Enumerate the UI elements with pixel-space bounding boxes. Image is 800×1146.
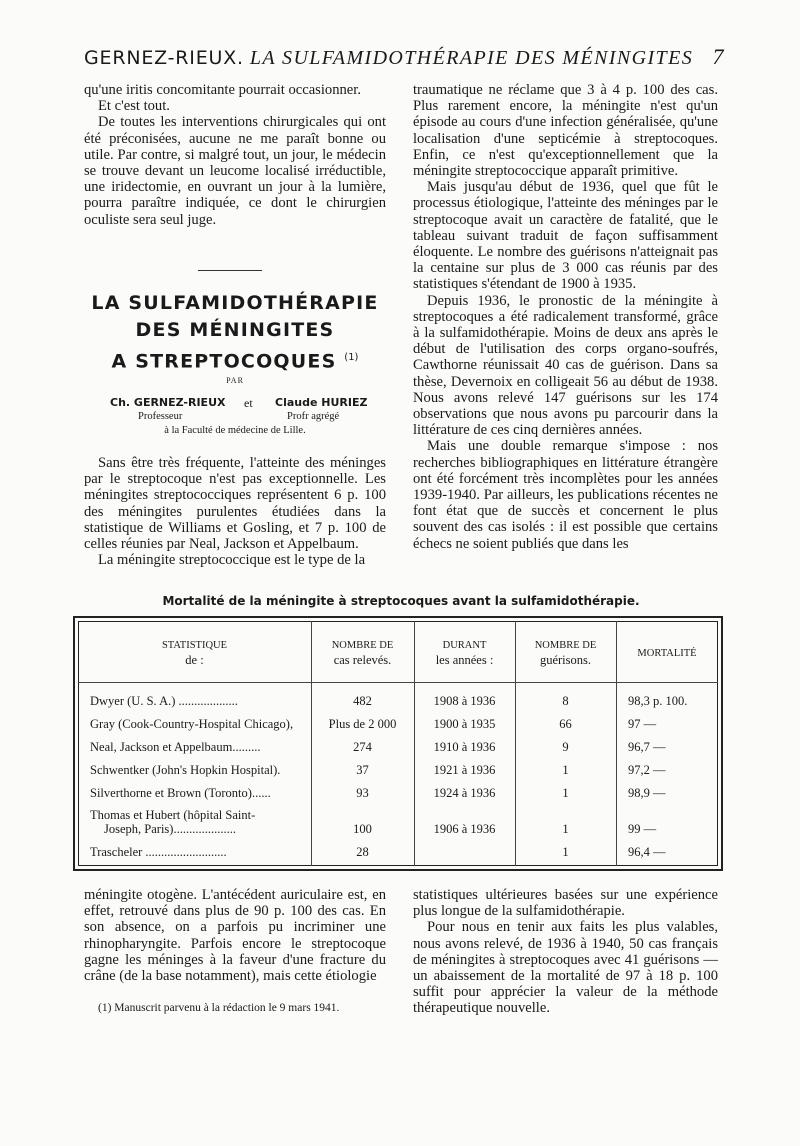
- title-line-3: A STREPTOCOQUES: [111, 350, 337, 373]
- author-role: Professeur: [138, 411, 183, 422]
- article-body-left: [84, 455, 386, 568]
- article-body-right: [413, 82, 718, 552]
- table-cell-years: 1924 à 1936: [433, 786, 496, 800]
- header-line: MORTALITÉ: [637, 648, 697, 659]
- table-cell-cured: 8: [562, 694, 569, 708]
- paragraph: traumatique ne réclame que 3 à 4 p. 100 des cas. Plus rarement encore, la méningite n'est qu'un épisode au cours d'une infection généralisée, qu'une localisation d'une septicémie à streptocoques. Enfin, ce n'est qu'exceptionnellement que la méningite streptococcique apparaît primitive.: [413, 82, 718, 180]
- author-name: Ch. GERNEZ-RIEUX: [110, 396, 226, 409]
- paragraph: Et c'est tout.: [98, 98, 170, 115]
- footnote: (1) Manuscrit parvenu à la rédaction le 9 mars 1941.: [98, 1002, 340, 1014]
- table-cell-years: 1921 à 1936: [433, 763, 496, 777]
- table-cell-cured: 1: [562, 845, 569, 859]
- header-line: guérisons.: [539, 653, 592, 667]
- article-title: [84, 290, 386, 375]
- paragraph: méningite otogène. L'antécédent auriculaire est, en effet, retrouvé dans plus de 90 p. 100 des cas. En son absence, on a parfois pu incriminer une rhinopharyngite. Parfois encore le streptocoque gagne les méninges à la faveur d'une fracture du crâne (de la base notamment), mais cette étiologie: [84, 887, 386, 985]
- title-line: LA SULFAMIDOTHÉRAPIE: [91, 292, 379, 314]
- author-name: Claude HURIEZ: [275, 396, 368, 409]
- table-cell-source: Silverthorne et Brown (Toronto)......: [90, 786, 271, 800]
- author-role: Profr agrégé: [287, 411, 340, 422]
- page-number: 7: [712, 44, 724, 69]
- footnote-marker: (1): [344, 352, 359, 363]
- table-cell-source: Neal, Jackson et Appelbaum.........: [90, 740, 261, 754]
- table-caption: Mortalité de la méningite à streptocoques avant la sulfamidothérapie.: [162, 594, 640, 608]
- table-cell-years: 1900 à 1935: [433, 717, 496, 731]
- table-cell-mortality: 97,2 —: [628, 763, 666, 777]
- paragraph: statistiques ultérieures basées sur une expérience plus longue de la sulfamidothérapie.: [413, 887, 718, 920]
- paragraph: Depuis 1936, le pronostic de la méningite à streptocoques a été radicalement transformé, grâce à la sulfamidothérapie. Moins de deux ans après le début de l'utilisation des corps organo-soufrés, Cawthorne réunissait 40 cas de guérison. Dans sa thèse, Devernoix en colligeait 56 au début de 1938. Nous avons relevé 147 guérisons sur les 174 observations que nous avons pu parcourir dans la littérature de ces cinq dernières années.: [413, 292, 718, 439]
- affiliation: à la Faculté de médecine de Lille.: [164, 425, 306, 436]
- header-line: cas relevés.: [333, 653, 392, 667]
- table-cell-cured: 66: [559, 717, 572, 731]
- table-cell-cases: 93: [356, 786, 369, 800]
- paragraph: De toutes les interventions chirurgicales qui ont été préconisées, aucune ne me paraît bonne ou utile. Par contre, si malgré tout, un jour, le médecin se trouve devant un leucome localisé irréductible, une iridectomie, en ouvrant un jour à la lumière, pourra paraître indiquée, ce dont le chirurgien oculiste sera seul juge.: [84, 114, 386, 228]
- title-line: [84, 344, 386, 375]
- table-cell-mortality: 96,7 —: [628, 740, 666, 754]
- table-cell-source: Thomas et Hubert (hôpital Saint-: [90, 808, 256, 822]
- table-cell-cured: 1: [562, 786, 569, 800]
- header-line: les années :: [435, 653, 494, 667]
- section-separator: [198, 270, 262, 271]
- header-line: STATISTIQUE: [161, 640, 228, 651]
- table-cell-cases: 482: [353, 694, 372, 708]
- table-header-cell: [616, 646, 718, 661]
- table-cell-years: 1910 à 1936: [433, 740, 496, 754]
- table-cell-cured: 1: [562, 822, 569, 836]
- table-header-cell: [515, 638, 616, 668]
- header-title: LA SULFAMIDOTHÉRAPIE DES MÉNINGITES: [249, 47, 694, 69]
- table-cell-years: 1908 à 1936: [433, 694, 496, 708]
- paragraph: Sans être très fréquente, l'atteinte des méninges par le streptocoque n'est pas exceptionnelle. Les méningites streptococciques représentent 6 p. 100 des méningites purulentes étudiées dans la statistique de Williams et Gosling, et 7 p. 100 de celles réunies par Neal, Jackson et Appelbaum.: [84, 455, 386, 553]
- table-cell-source-continued: Joseph, Paris)....................: [104, 822, 236, 836]
- header-line: de :: [185, 653, 204, 667]
- paragraph: qu'une iritis concomitante pourrait occasionner.: [84, 82, 361, 98]
- table-cell-source: Schwentker (John's Hopkin Hospital).: [90, 763, 281, 777]
- byline-par: PAR: [226, 376, 244, 385]
- table-cell-cured: 9: [562, 740, 569, 754]
- paragraph: Mais une double remarque s'impose : nos recherches bibliographiques en littérature étrangère ont été forcément très incomplètes pour les années 1939-1940. Par ailleurs, les publications récentes ne font état que de succès et concernent le plus souvent des cas isolés : il est possible que certains échecs ne soient publiés que dans les: [413, 438, 718, 552]
- header-line: NOMBRE DE: [534, 640, 597, 651]
- table-cell-source: Gray (Cook-Country-Hospital Chicago),: [90, 717, 294, 731]
- previous-article-end: [84, 82, 386, 228]
- table-header-cell: [414, 638, 515, 668]
- title-line: DES MÉNINGITES: [135, 319, 335, 341]
- table-cell-cases: 28: [356, 845, 369, 859]
- table-cell-mortality: 96,4 —: [628, 845, 666, 859]
- table-header-cell: [311, 638, 414, 668]
- author-conjunction: et: [244, 396, 253, 410]
- paragraph: Pour nous en tenir aux faits les plus valables, nous avons relevé, de 1936 à 1940, 50 cas français de méningites à streptocoques avec 41 guérisons — un abaissement de la mortalité de 97 à 18 p. 100 suffit pour apprécier la valeur de la méthode thérapeutique nouvelle.: [413, 919, 718, 1017]
- table-cell-cases: Plus de 2 000: [328, 717, 397, 731]
- table-cell-years: 1906 à 1936: [433, 822, 496, 836]
- table-cell-mortality: 99 —: [628, 822, 657, 836]
- header-line: DURANT: [442, 640, 487, 651]
- author-line: [84, 396, 386, 410]
- table-cell-cases: 274: [353, 740, 372, 754]
- header-line: NOMBRE DE: [331, 640, 394, 651]
- table-cell-cured: 1: [562, 763, 569, 777]
- table-cell-mortality: 98,3 p. 100.: [628, 694, 688, 708]
- table-cell-mortality: 98,9 —: [628, 786, 666, 800]
- table-cell-source: Trascheler ..........................: [90, 845, 227, 859]
- article-body-right-continued: [413, 887, 718, 1017]
- paragraph: Mais jusqu'au début de 1936, quel que fût le processus étiologique, l'atteinte des méninges par le streptocoque avait un caractère de fatalité, que le tableau suivant traduit de façon suffisamment éloquente. Le nombre des guérisons n'atteignait pas la centaine sur plus de 3 000 cas réunis par des statistiques s'étendant de 1900 à 1935.: [413, 179, 718, 293]
- article-body-left-continued: [84, 887, 386, 984]
- table-header-divider: [78, 682, 718, 683]
- table-cell-cases: 37: [356, 763, 369, 777]
- header-author: GERNEZ-RIEUX.: [84, 47, 244, 69]
- running-header: [84, 44, 724, 74]
- table-cell-mortality: 97 —: [628, 717, 657, 731]
- paragraph: La méningite streptococcique est le type de la: [98, 552, 366, 569]
- table-cell-cases: 100: [353, 822, 372, 836]
- table-header-cell: [78, 638, 311, 668]
- table-cell-source: Dwyer (U. S. A.) ...................: [90, 694, 238, 708]
